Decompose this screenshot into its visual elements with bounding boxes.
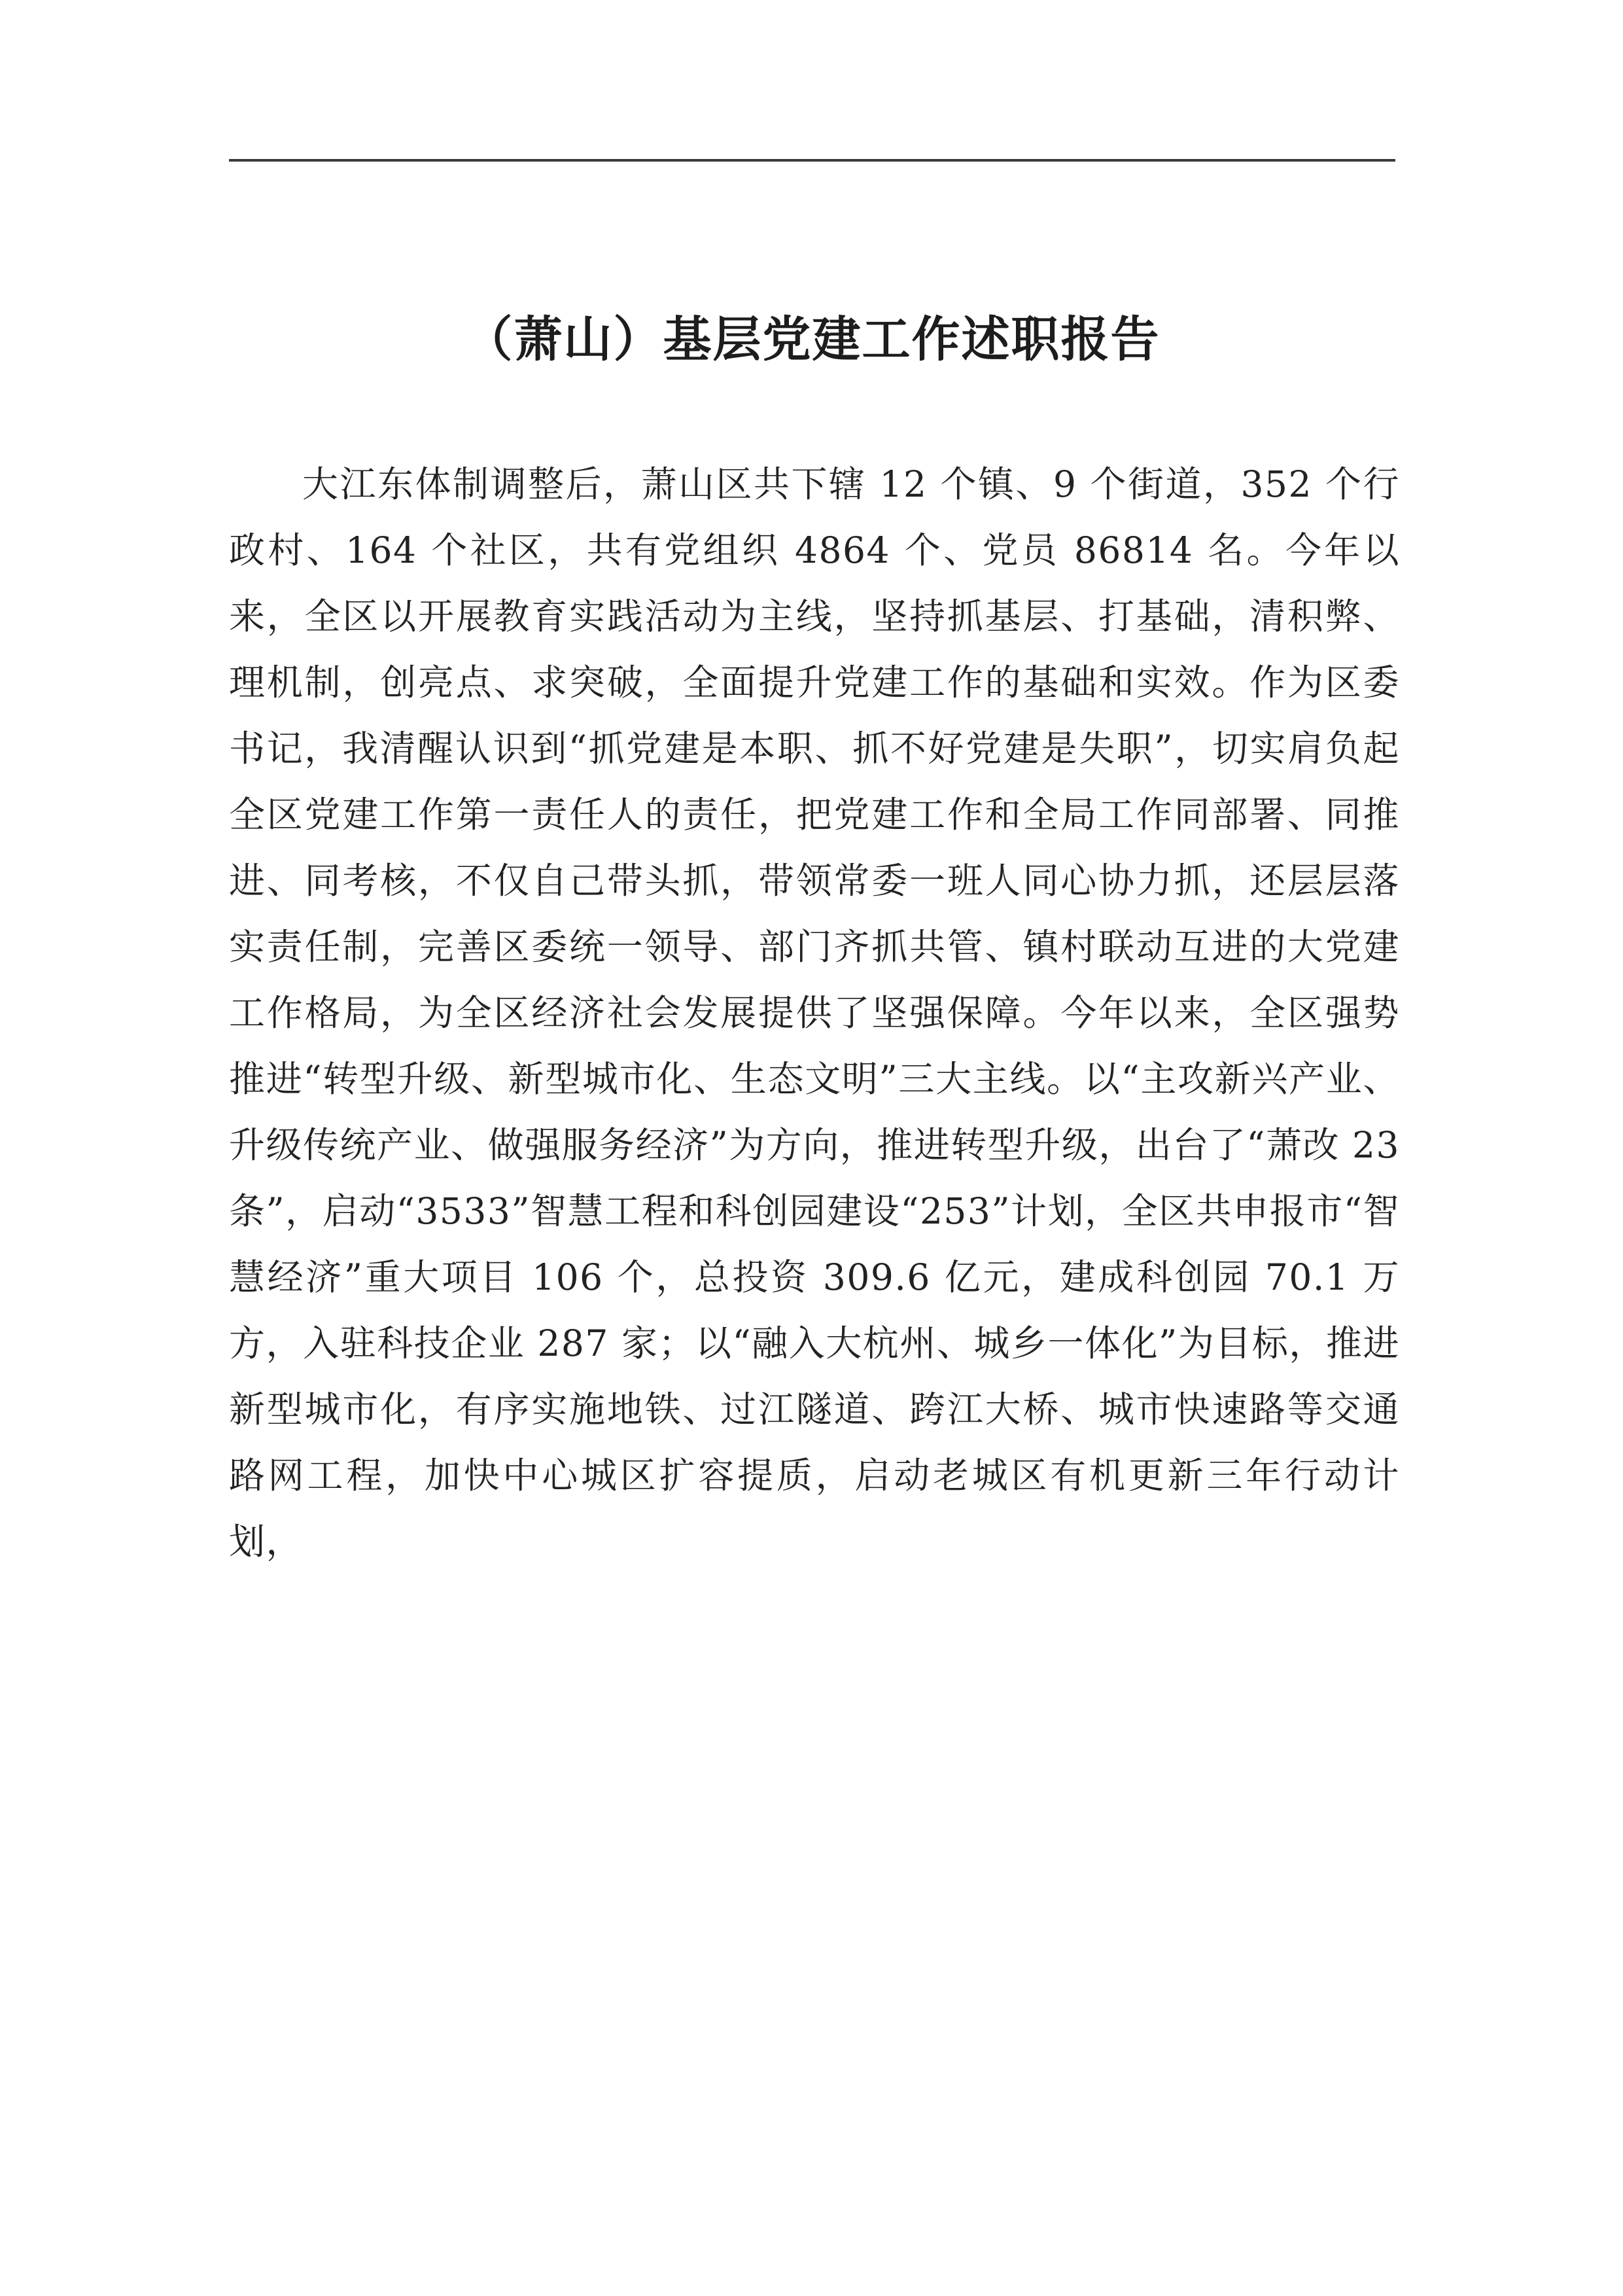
header-divider bbox=[229, 159, 1395, 162]
page-title: （萧山）基层党建工作述职报告 bbox=[464, 311, 1161, 368]
body-paragraph: 大江东体制调整后，萧山区共下辖 12 个镇、9 个街道，352 个行政村、164 个社区，共有党组织 4864 个、党员 86814 名。今年以来，全区以开展教育实践活动为主线，坚持抓基层、打基础，清积弊、理机制，创亮点、求突破，全面提升党建工作的基础和实效。作为区委书记，我清醒认识到“抓党建是本职、抓不好党建是失职”，切实肩负起全区党建工作第一责任人的责任，把党建工作和全局工作同部署、同推进、同考核，不仅自己带头抓，带领常委一班人同心协力抓，还层层落实责任制，完善区委统一领导、部门齐抓共管、镇村联动互进的大党建工作格局，为全区经济社会发展提供了坚强保障。今年以来，全区强势推进“转型升级、新型城市化、生态文明”三大主线。以“主攻新兴产业、升级传统产业、做强服务经济”为方向，推进转型升级，出台了“萧改 23 条”，启动“3533”智慧工程和科创园建设“253”计划，全区共申报市“智慧经济”重大项目 106 个，总投资 309.6 亿元，建成科创园 70.1 万方，入驻科技企业 287 家；以“融入大杭州、城乡一体化”为目标，推进新型城市化，有序实施地铁、过江隧道、跨江大桥、城市快速路等交通路网工程，加快中心城区扩容提质，启动老城区有机更新三年行动计划， bbox=[229, 463, 1400, 1563]
document-body bbox=[229, 451, 1400, 1575]
